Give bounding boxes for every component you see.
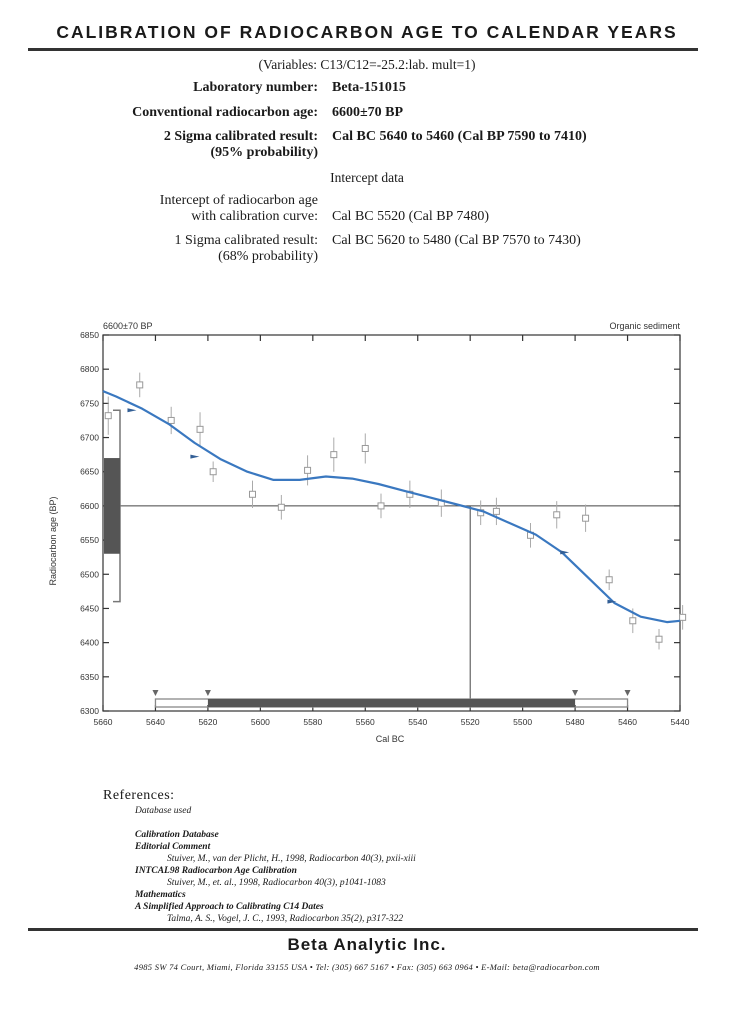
x-tick-label: 5460 (618, 717, 638, 727)
range-marker (205, 690, 211, 696)
data-point (278, 504, 284, 510)
intercept-label-2: with calibration curve: (191, 209, 318, 224)
variables-line: (Variables: C13/C12=-25.2:lab. mult=1) (258, 57, 476, 72)
data-point (606, 577, 612, 583)
data-point (378, 503, 384, 509)
y-1sigma-bar (104, 458, 120, 554)
data-point (554, 512, 560, 518)
curve-marker (190, 455, 199, 459)
range-marker (572, 690, 578, 696)
intercept-heading: Intercept data (330, 170, 404, 185)
x-tick-label: 5480 (565, 717, 585, 727)
lab-number-row (0, 80, 734, 100)
y-tick-label: 6400 (80, 637, 99, 648)
sigma2-prob: (95% probability) (210, 145, 318, 160)
data-point (137, 382, 143, 388)
x-tick-label: 5620 (198, 717, 218, 727)
y-tick-label: 6300 (80, 706, 99, 716)
footer-rule (28, 928, 698, 931)
x-tick-label: 5660 (93, 717, 113, 727)
x-tick-label: 5520 (460, 717, 480, 727)
sigma1-label: 1 Sigma calibrated result: (174, 233, 318, 248)
calibration-curve (103, 391, 680, 622)
y-tick-label: 6450 (80, 603, 99, 614)
range-marker (625, 690, 631, 696)
data-point (105, 413, 111, 419)
curve-marker (127, 408, 136, 412)
y-axis-label: Radiocarbon age (BP) (48, 496, 58, 586)
y-tick-label: 6550 (80, 535, 99, 546)
data-point (656, 636, 662, 642)
conv-age-value: 6600±70 BP (332, 105, 404, 120)
reference-line: Stuiver, M., van der Plicht, H., 1998, Radiocarbon 40(3), pxii-xiii (167, 854, 416, 864)
chart-title-right: Organic sediment (609, 321, 680, 331)
sigma1-row (0, 233, 734, 269)
reference-line: Calibration Database (135, 830, 219, 840)
x-tick-label: 5540 (408, 717, 428, 727)
reference-line: Mathematics (135, 890, 186, 900)
y-tick-label: 6500 (80, 569, 99, 580)
y-tick-label: 6350 (80, 671, 99, 682)
reference-line: Stuiver, M., et. al., 1998, Radiocarbon 40(3), p1041-1083 (167, 878, 386, 888)
conv-age-row (0, 105, 734, 125)
references (103, 788, 416, 925)
reference-line: Talma, A. S., Vogel, J. C., 1993, Radiocarbon 35(2), p317-322 (167, 914, 404, 924)
x-axis-label: Cal BC (375, 734, 405, 744)
data-point (305, 467, 311, 473)
calibration-chart (0, 315, 734, 745)
data-point (197, 426, 203, 432)
data-point (630, 618, 636, 624)
reference-line: A Simplified Approach to Calibrating C14 Dates (135, 902, 324, 912)
data-point (210, 469, 216, 475)
sigma1-prob: (68% probability) (218, 249, 318, 264)
data-point (249, 491, 255, 497)
x-tick-label: 5440 (670, 717, 690, 727)
y-tick-label: 6700 (80, 432, 99, 443)
x-tick-label: 5640 (145, 717, 165, 727)
reference-line: Database used (135, 806, 192, 816)
x-tick-label: 5600 (250, 717, 270, 727)
sigma2-value: Cal BC 5640 to 5460 (Cal BP 7590 to 7410) (332, 129, 587, 144)
page-title: CALIBRATION OF RADIOCARBON AGE TO CALENDAR YEARS (56, 22, 678, 42)
intercept-row (0, 193, 734, 229)
x-1sigma-bar (208, 699, 575, 707)
sigma1-value: Cal BC 5620 to 5480 (Cal BP 7570 to 7430) (332, 233, 581, 248)
references-heading: References: (103, 788, 175, 803)
y-tick-label: 6600 (80, 500, 99, 511)
intercept-value: Cal BC 5520 (Cal BP 7480) (332, 209, 489, 224)
company-address: 4985 SW 74 Court, Miami, Florida 33155 USA • Tel: (305) 667 5167 • Fax: (305) 663 0964 • E-Mail: beta@radiocarbon.com (134, 962, 600, 972)
chart-title-left: 6600±70 BP (103, 321, 153, 331)
data-point (583, 515, 589, 521)
intercept-label-1: Intercept of radiocarbon age (159, 193, 318, 208)
x-tick-label: 5500 (513, 717, 533, 727)
lab-number-label: Laboratory number: (193, 80, 318, 95)
data-point (493, 508, 499, 514)
plot-frame (103, 335, 680, 711)
conv-age-label: Conventional radiocarbon age: (132, 105, 318, 120)
references-list (103, 805, 416, 925)
y-tick-label: 6800 (80, 364, 99, 375)
range-marker (152, 690, 158, 696)
reference-line: INTCAL98 Radiocarbon Age Calibration (135, 866, 297, 876)
data-point (680, 614, 686, 620)
sigma2-label: 2 Sigma calibrated result: (163, 129, 318, 144)
lab-number-value: Beta-151015 (332, 80, 406, 95)
x-tick-label: 5560 (355, 717, 375, 727)
data-point (168, 417, 174, 423)
title-rule (28, 48, 698, 51)
y-tick-label: 6650 (80, 466, 99, 477)
data-point (362, 445, 368, 451)
reference-line (135, 817, 416, 829)
y-tick-label: 6750 (80, 398, 99, 409)
company-name: Beta Analytic Inc. (287, 935, 447, 954)
data-point (331, 452, 337, 458)
sigma2-row (0, 129, 734, 165)
y-tick-label: 6850 (80, 330, 99, 340)
x-tick-label: 5580 (303, 717, 323, 727)
reference-line: Editorial Comment (135, 842, 211, 852)
